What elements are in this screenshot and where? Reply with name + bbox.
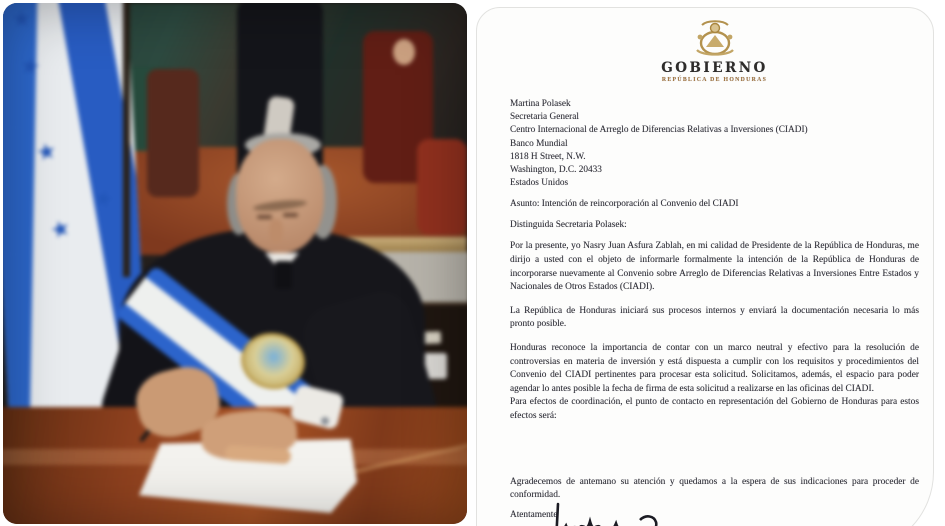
recipient-line: Banco Mundial xyxy=(510,138,568,149)
flag-star-icon: ★ xyxy=(90,185,116,215)
painting-figure-right-head xyxy=(393,39,415,65)
photo-president-signing[interactable] xyxy=(3,3,467,524)
signature-scribble xyxy=(544,502,704,526)
cufflink xyxy=(321,417,329,425)
photo-layers xyxy=(3,3,467,524)
subject-line: Asunto: Intención de reincorporación al Convenio del CIADI xyxy=(510,199,739,210)
flag-pole xyxy=(123,3,130,277)
president-eye-left xyxy=(257,215,272,219)
president-tie xyxy=(275,261,292,289)
letterhead-title: GOBIERNO xyxy=(661,60,768,76)
contact-blank-space xyxy=(510,424,919,476)
flag-star-icon: ★ xyxy=(47,215,74,245)
salutation: Distinguida Secretaria Polasek: xyxy=(510,220,627,231)
letter-body xyxy=(510,240,919,423)
flag-star-icon: ★ xyxy=(34,138,59,167)
recipient-line: Washington, D.C. 20433 xyxy=(510,165,602,176)
letterhead-subtitle: REPÚBLICA DE HONDURAS xyxy=(661,77,768,83)
letter-paragraph: Honduras reconoce la importancia de contar con un marco neutral y efectivo para la resolución de controversias en materia de inversión y está dispuesta a cumplir con los requisitos y procedimientos del Convenio del CIADI pertinentes para procesar esta solicitud. Solicitamos, además, el espacio para poder agendar lo antes posible la fecha de firma de esta solicitud a realizarse en las oficinas del CIADI. xyxy=(510,342,919,394)
recipient-line: 1818 H Street, N.W. xyxy=(510,151,586,162)
letter-paragraph: La República de Honduras iniciará sus procesos internos y enviará la documentación necesaria lo más pronto posible. xyxy=(510,305,919,330)
president-eye-right xyxy=(283,213,298,217)
recipient-line: Estados Unidos xyxy=(510,178,569,189)
signoff-label: Atentamente xyxy=(510,509,558,520)
painting-figure-crouching xyxy=(417,139,467,235)
letter-document[interactable] xyxy=(476,7,934,526)
recipient-line: Centro Internacional de Arreglo de Diferencias Relativas a Inversiones (CIADI) xyxy=(510,125,808,136)
recipient-line: Martina Polasek xyxy=(510,99,571,109)
flag-star-icon: ★ xyxy=(18,53,43,82)
flag-star-icon: ★ xyxy=(11,6,33,33)
closing-paragraph: Agradecemos de antemano su atención y quedamos a la espera de sus indicaciones para proceder de conformidad. xyxy=(510,476,919,501)
recipient-line: Secretaria General xyxy=(510,112,579,123)
painting-figure-left xyxy=(147,69,199,197)
signoff xyxy=(510,510,919,520)
honduras-coat-of-arms-icon xyxy=(692,19,738,59)
president-nose xyxy=(269,219,283,243)
letter-paragraph: Para efectos de coordinación, el punto de contacto en representación del Gobierno de Honduras para estos efectos será: xyxy=(510,397,919,421)
letter-paragraph: Por la presente, yo Nasry Juan Asfura Zablah, en mi calidad de Presidente de la República de Honduras, me dirijo a usted con el objeto de informarle formalmente la intención de la República de Honduras de incorporarse nuevamente al Convenio sobre Arreglo de Diferencias Relativas a Inversiones Entre Estados y Nacionales de Otros Estados (CIADI). xyxy=(510,241,919,293)
recipient-address-block xyxy=(510,98,919,190)
